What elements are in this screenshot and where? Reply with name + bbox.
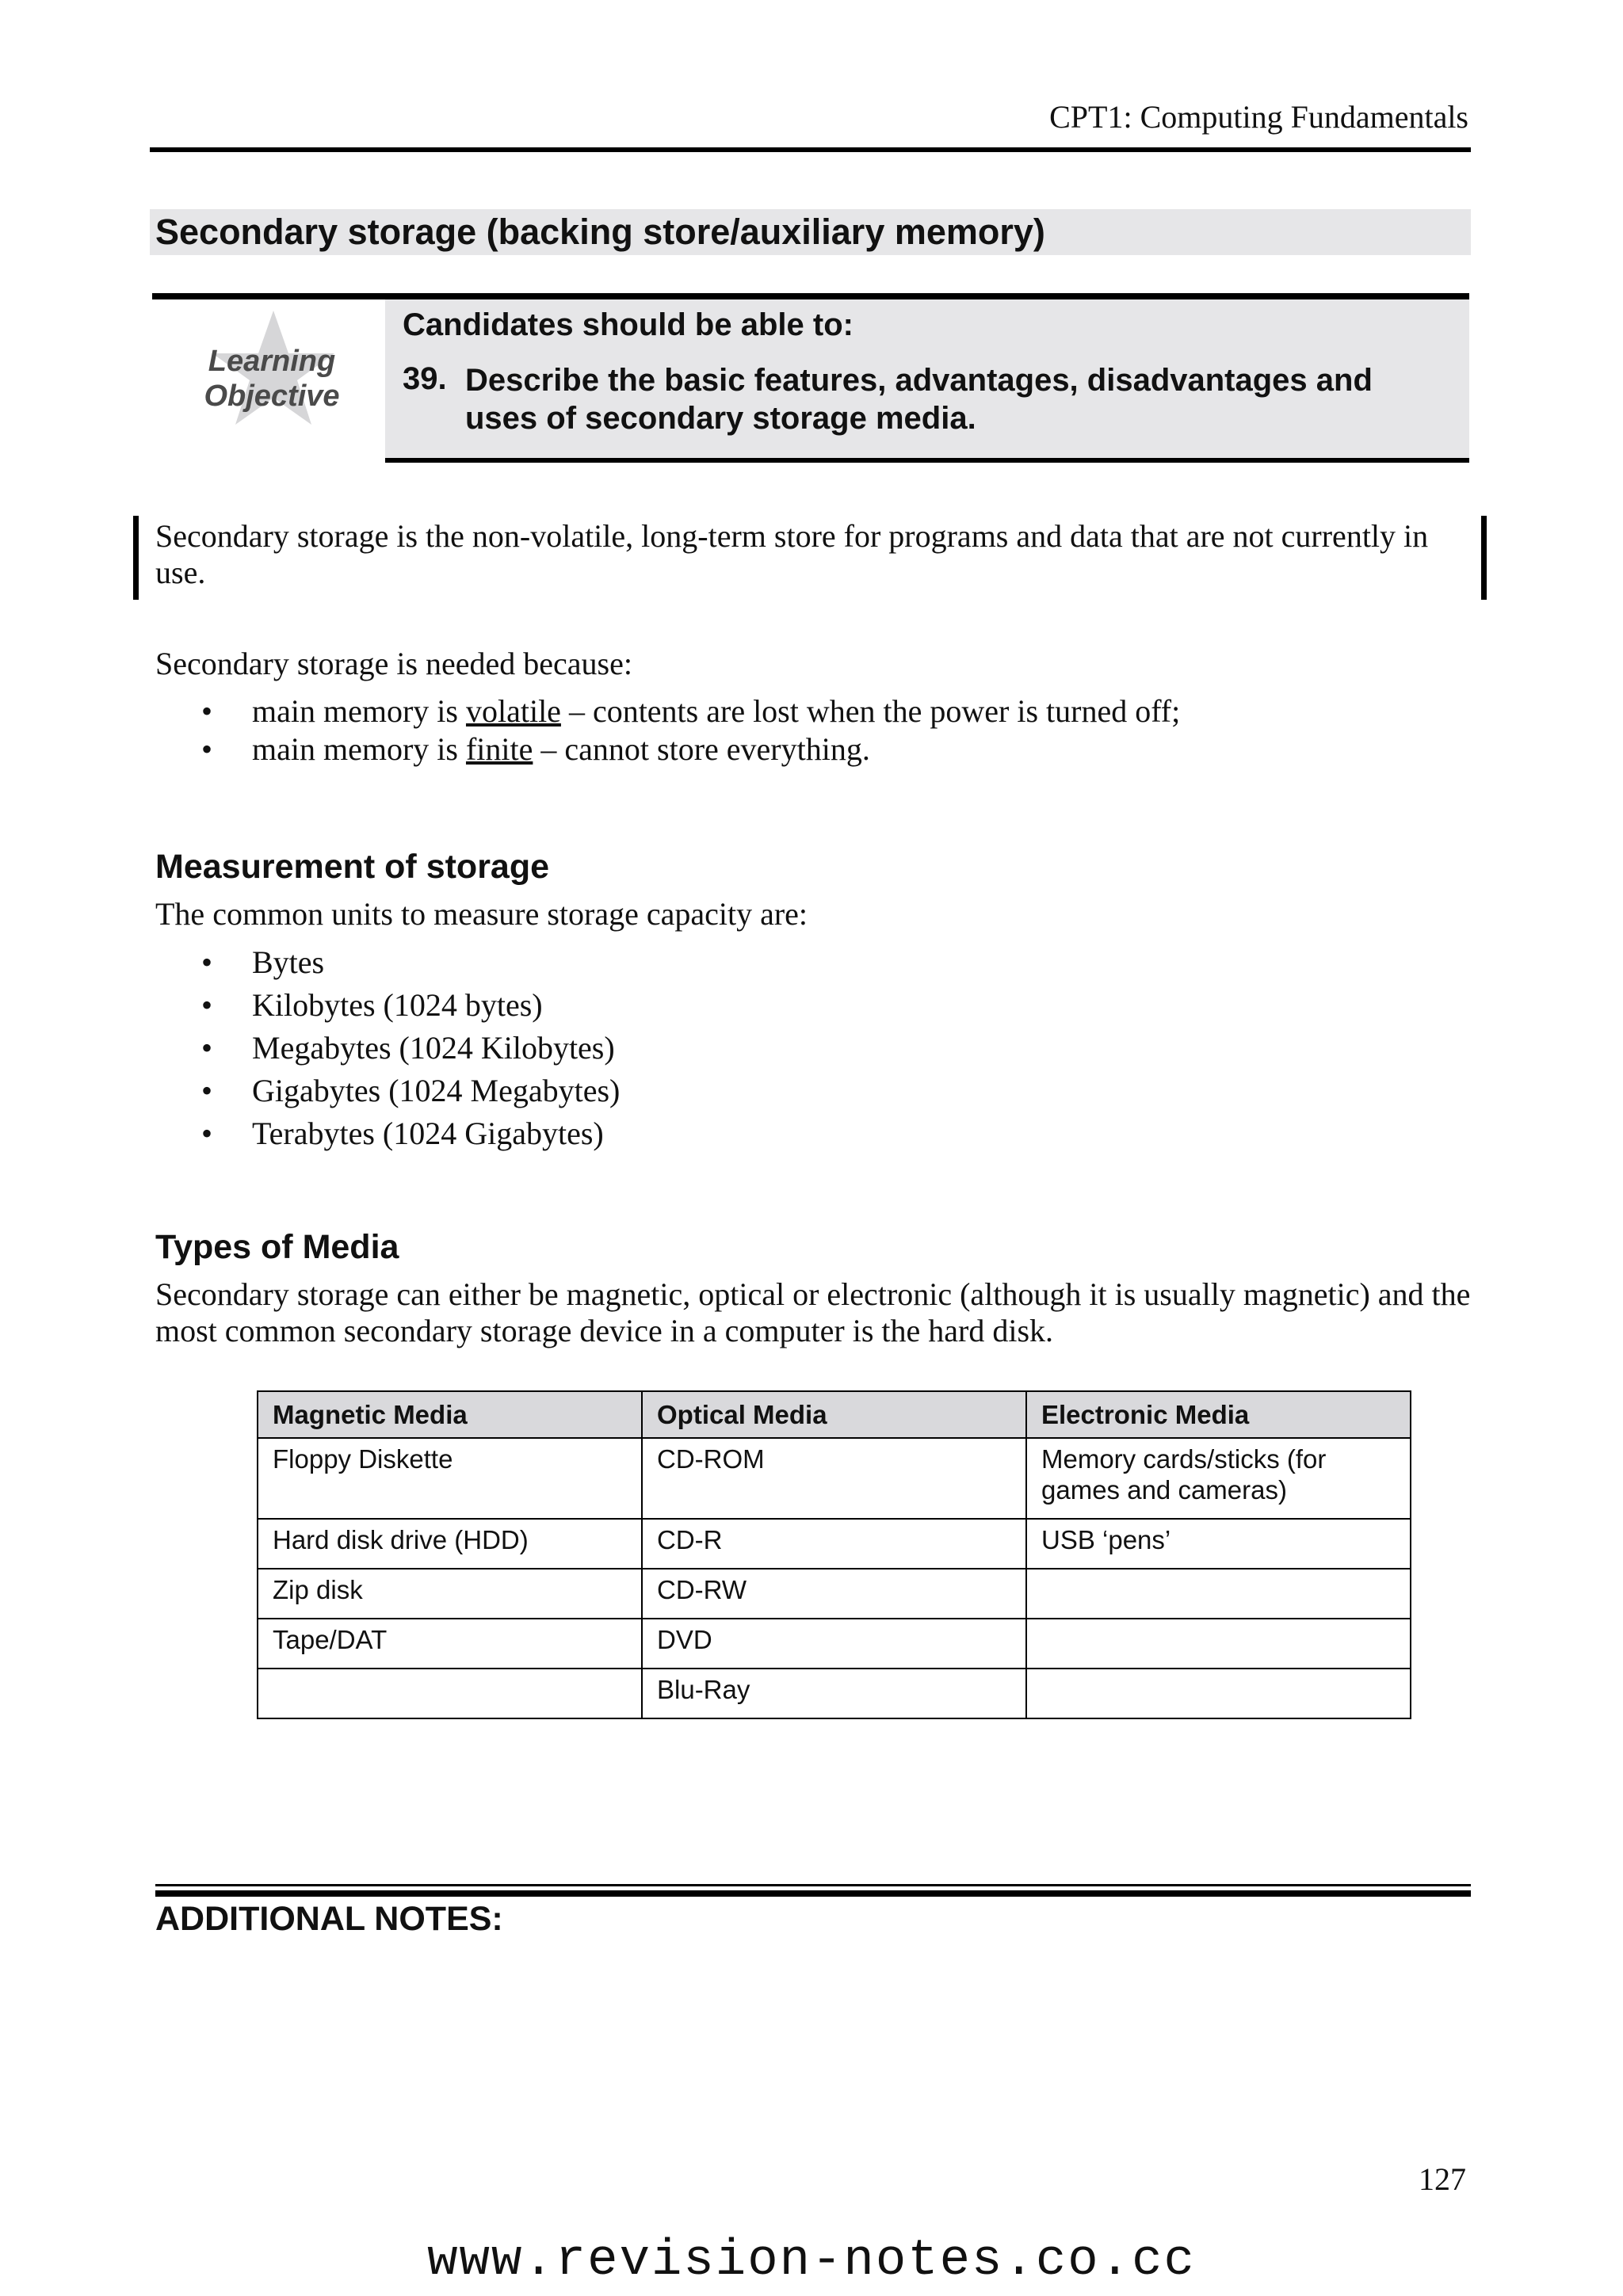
bullet-icon: • bbox=[201, 1073, 213, 1108]
notes-rule-thick bbox=[155, 1890, 1471, 1897]
change-bar-left bbox=[133, 516, 139, 600]
footer-url: www.revision-notes.co.cc bbox=[427, 2233, 1196, 2290]
table-cell: CD-RW bbox=[642, 1569, 1026, 1619]
additional-notes-heading: ADDITIONAL NOTES: bbox=[155, 1900, 503, 1938]
bullet-icon: • bbox=[201, 1116, 213, 1151]
page-number: 127 bbox=[1419, 2161, 1466, 2197]
keyword: volatile bbox=[465, 693, 561, 729]
table-cell: Memory cards/sticks (for games and cameras) bbox=[1026, 1438, 1411, 1519]
table-cell: USB ‘pens’ bbox=[1026, 1519, 1411, 1569]
table-cell: CD-R bbox=[642, 1519, 1026, 1569]
column-header: Optical Media bbox=[642, 1391, 1026, 1438]
needed-intro: Secondary storage is needed because: bbox=[155, 646, 632, 681]
learning-objective-intro: Candidates should be able to: bbox=[403, 307, 854, 342]
media-heading: Types of Media bbox=[155, 1228, 399, 1266]
change-bar-right bbox=[1481, 516, 1487, 600]
table-cell bbox=[1026, 1669, 1411, 1718]
list-item: • Megabytes (1024 Kilobytes) bbox=[155, 1027, 620, 1070]
keyword: finite bbox=[465, 731, 533, 767]
table-cell: DVD bbox=[642, 1619, 1026, 1669]
table-row bbox=[258, 1569, 1411, 1619]
list-item: • Gigabytes (1024 Megabytes) bbox=[155, 1070, 620, 1112]
logo-text-objective: Objective bbox=[204, 379, 340, 413]
bullet-icon: • bbox=[201, 731, 213, 767]
bullet-icon: • bbox=[201, 987, 213, 1023]
units-list bbox=[155, 941, 620, 1155]
table-row bbox=[258, 1669, 1411, 1718]
measurement-intro: The common units to measure storage capacity are: bbox=[155, 896, 808, 932]
table-cell: CD-ROM bbox=[642, 1438, 1026, 1519]
logo-text-learning: Learning bbox=[208, 345, 336, 378]
running-header: CPT1: Computing Fundamentals bbox=[1049, 99, 1468, 135]
table-cell bbox=[1026, 1619, 1411, 1669]
table-cell: Floppy Diskette bbox=[258, 1438, 642, 1519]
table-cell: Tape/DAT bbox=[258, 1619, 642, 1669]
notes-rule-thin bbox=[155, 1884, 1471, 1886]
bullet-icon: • bbox=[201, 944, 213, 980]
needed-list bbox=[155, 692, 1180, 769]
table-header-row bbox=[258, 1391, 1411, 1438]
table-cell: Hard disk drive (HDD) bbox=[258, 1519, 642, 1569]
column-header: Magnetic Media bbox=[258, 1391, 642, 1438]
learning-objective-top-rule bbox=[152, 293, 1469, 299]
media-table bbox=[257, 1390, 1411, 1719]
intro-paragraph: Secondary storage is the non-volatile, long-term store for programs and data that are not currently in use. bbox=[155, 518, 1429, 590]
section-title: Secondary storage (backing store/auxiliary memory) bbox=[155, 212, 1045, 252]
learning-objective-logo bbox=[190, 307, 357, 434]
table-cell bbox=[1026, 1569, 1411, 1619]
bullet-icon: • bbox=[201, 1030, 213, 1066]
measurement-heading: Measurement of storage bbox=[155, 848, 550, 886]
bullet-icon: • bbox=[201, 693, 213, 729]
table-cell: Zip disk bbox=[258, 1569, 642, 1619]
learning-objective-text: Describe the basic features, advantages, disadvantages and uses of secondary storage media. bbox=[465, 363, 1373, 436]
table-row bbox=[258, 1519, 1411, 1569]
learning-objective-number: 39. bbox=[403, 361, 447, 396]
learning-objective-bottom-rule bbox=[385, 458, 1469, 463]
table-row bbox=[258, 1619, 1411, 1669]
column-header: Electronic Media bbox=[1026, 1391, 1411, 1438]
table-cell: Blu-Ray bbox=[642, 1669, 1026, 1718]
table-cell bbox=[258, 1669, 642, 1718]
header-rule bbox=[150, 147, 1471, 152]
list-item: • main memory is finite – cannot store everything. bbox=[201, 731, 870, 767]
media-paragraph: Secondary storage can either be magnetic, optical or electronic (although it is usually magnetic) and the most common secondary storage device in a computer is the hard disk. bbox=[155, 1276, 1471, 1348]
list-item: • Bytes bbox=[155, 941, 620, 984]
list-item: • Terabytes (1024 Gigabytes) bbox=[155, 1112, 620, 1155]
table-row bbox=[258, 1438, 1411, 1519]
list-item: • main memory is volatile – contents are lost when the power is turned off; bbox=[201, 693, 1181, 729]
list-item: • Kilobytes (1024 bytes) bbox=[155, 984, 620, 1027]
